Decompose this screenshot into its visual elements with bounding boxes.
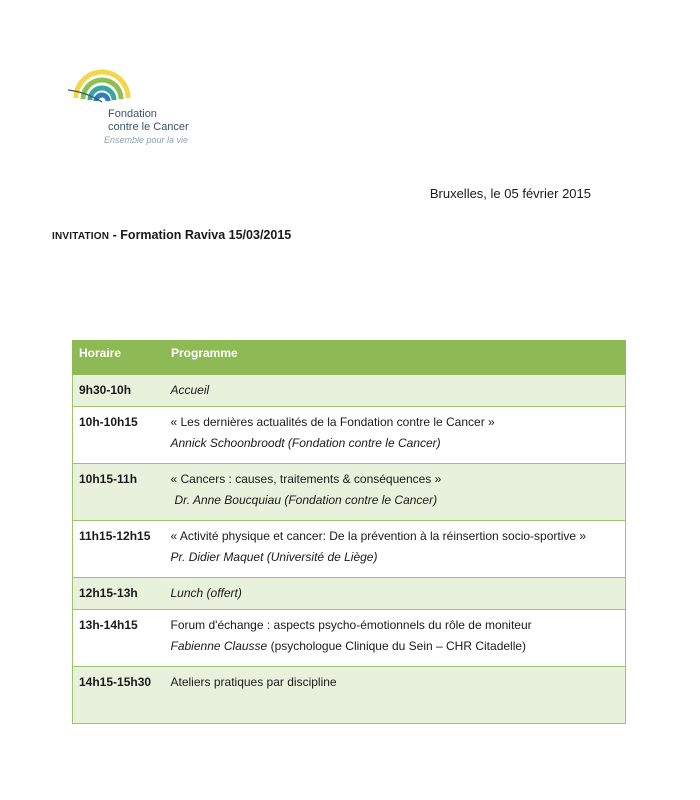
row-program bbox=[165, 375, 626, 407]
program-title: Lunch (offert) bbox=[170, 586, 242, 600]
row-program bbox=[165, 667, 626, 724]
subject-prefix: INVITATION bbox=[52, 231, 110, 242]
program-speaker: Annick Schoonbroodt (Fondation contre le Cancer) bbox=[170, 436, 441, 450]
subject-line bbox=[52, 228, 291, 242]
speaker-affiliation: (psychologue Clinique du Sein – CHR Citadelle) bbox=[267, 639, 527, 653]
program-title: Forum d'échange : aspects psycho-émotionnels du rôle de moniteur bbox=[170, 618, 532, 632]
subject-text: - Formation Raviva 15/03/2015 bbox=[109, 228, 292, 242]
logo-name-line2: contre le Cancer bbox=[108, 121, 189, 133]
header-program: Programme bbox=[165, 341, 626, 375]
row-time: 10h-10h15 bbox=[73, 407, 165, 464]
row-program bbox=[165, 407, 626, 464]
row-time: 11h15-12h15 bbox=[73, 521, 165, 578]
row-program bbox=[165, 521, 626, 578]
table-header-row bbox=[73, 341, 626, 375]
program-speaker: Dr. Anne Boucquiau (Fondation contre le Cancer) bbox=[174, 493, 438, 507]
table-row bbox=[73, 667, 626, 724]
program-speaker: Pr. Didier Maquet (Université de Liège) bbox=[170, 550, 378, 564]
program-title: « Activité physique et cancer: De la prévention à la réinsertion socio-sportive » bbox=[170, 529, 587, 543]
program-speaker bbox=[171, 636, 620, 657]
logo-name bbox=[108, 108, 189, 134]
table-row bbox=[73, 464, 626, 521]
table-row bbox=[73, 407, 626, 464]
row-time: 9h30-10h bbox=[73, 375, 165, 407]
row-program bbox=[165, 578, 626, 610]
row-time: 12h15-13h bbox=[73, 578, 165, 610]
program-title: Ateliers pratiques par discipline bbox=[170, 675, 337, 689]
row-time: 14h15-15h30 bbox=[73, 667, 165, 724]
row-time: 10h15-11h bbox=[73, 464, 165, 521]
program-title: « Les dernières actualités de la Fondation contre le Cancer » bbox=[170, 415, 495, 429]
schedule-table bbox=[72, 340, 626, 724]
speaker-name: Fabienne Clausse bbox=[170, 639, 268, 653]
table-row bbox=[73, 375, 626, 407]
logo-arcs-icon bbox=[66, 62, 136, 112]
row-program bbox=[165, 610, 626, 667]
row-time: 13h-14h15 bbox=[73, 610, 165, 667]
place-date: Bruxelles, le 05 février 2015 bbox=[429, 186, 591, 201]
logo-name-line1: Fondation bbox=[108, 108, 157, 120]
foundation-logo bbox=[66, 62, 206, 152]
logo-tagline: Ensemble pour la vie bbox=[104, 135, 189, 145]
row-program bbox=[165, 464, 626, 521]
table-row bbox=[73, 521, 626, 578]
table-row bbox=[73, 610, 626, 667]
program-title: Accueil bbox=[170, 383, 210, 397]
header-time: Horaire bbox=[73, 341, 165, 375]
program-title: « Cancers : causes, traitements & conséquences » bbox=[170, 472, 442, 486]
table-row bbox=[73, 578, 626, 610]
